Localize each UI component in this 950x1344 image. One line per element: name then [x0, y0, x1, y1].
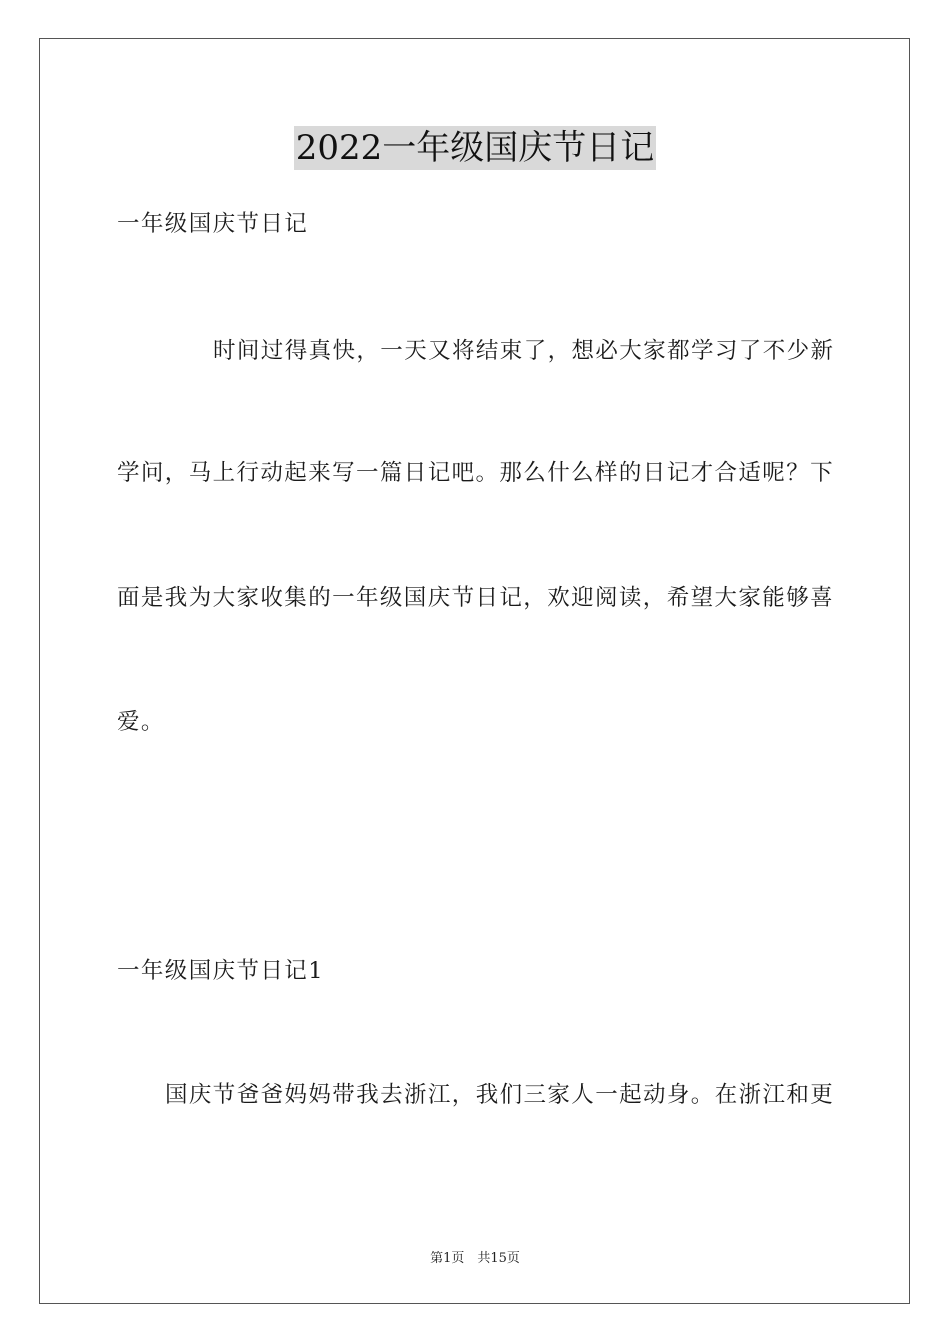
section-line-1[interactable]: 国庆节爸爸妈妈带我去浙江，我们三家人一起动身。在浙江和更 — [165, 1082, 835, 1108]
intro-line-4[interactable]: 爱。 — [117, 709, 165, 735]
title-container — [0, 126, 950, 170]
document-title[interactable]: 2022一年级国庆节日记 — [295, 128, 655, 168]
page-number: 第1页 共15页 — [430, 1251, 520, 1266]
document-subtitle[interactable]: 一年级国庆节日记 — [117, 211, 309, 237]
section-heading[interactable]: 一年级国庆节日记1 — [117, 958, 324, 984]
intro-line-1[interactable]: 时间过得真快，一天又将结束了，想必大家都学习了不少新 — [213, 338, 835, 364]
intro-line-3[interactable]: 面是我为大家收集的一年级国庆节日记，欢迎阅读，希望大家能够喜 — [117, 585, 835, 611]
intro-line-2[interactable]: 学问，马上行动起来写一篇日记吧。那么什么样的日记才合适呢？下 — [117, 460, 835, 486]
